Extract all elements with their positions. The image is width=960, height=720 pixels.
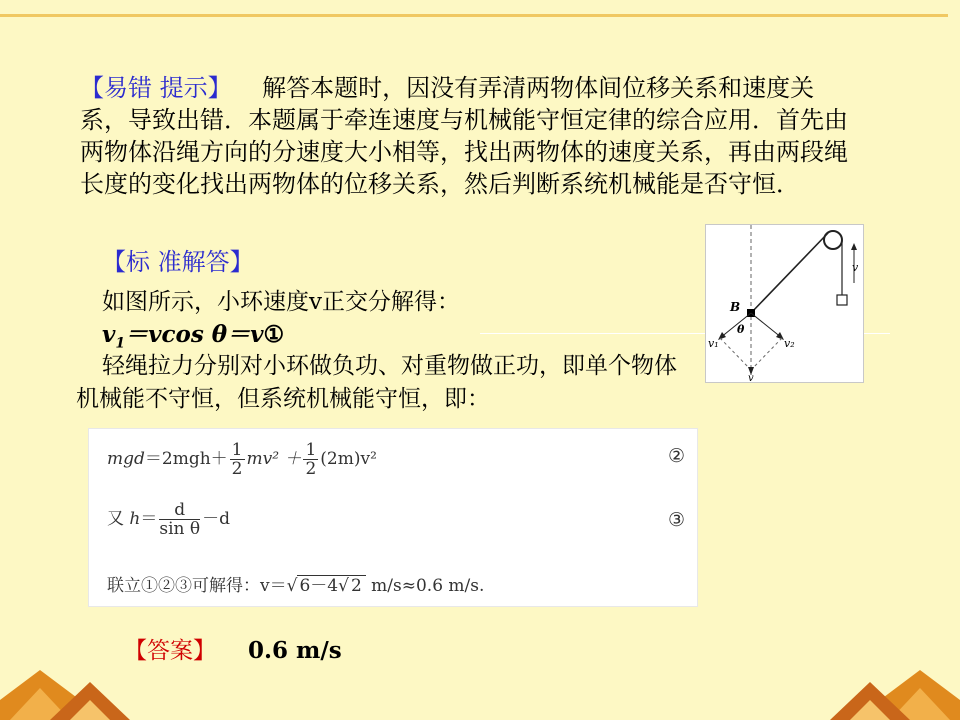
equation-3-number: ③ xyxy=(667,509,685,531)
dashed-side-2 xyxy=(751,338,782,370)
decor-right xyxy=(810,660,960,720)
tip-body: 解答本题时，因没有弄清两物体间位移关系和速度关系，导致出错．本题属于牵连速度与机械能守恒定律的综合应用．首先由两物体沿绳方向的分速度大小相等，找出两物体的速度关系，再由两段绳长度的变化找出两物体的位移关系，然后判断系统机械能是否守恒． xyxy=(80,74,848,198)
decor-left xyxy=(0,660,150,720)
equation-4: 联立①②③可解得：v＝√ 6－4√ 2 m/s≈0.6 m/s. xyxy=(107,576,485,596)
answer-line xyxy=(124,632,342,665)
pulley-diagram xyxy=(705,224,864,383)
equation-2: mgd＝2mgh＋ $\frac{1}{2}$ mv² ＋ $\frac{1}{2}$ (2m)v² xyxy=(107,440,377,479)
label-v-down: v xyxy=(748,373,754,382)
label-v1: v₁ xyxy=(708,337,719,350)
weight-block xyxy=(837,295,847,305)
arrow-head-v2-icon xyxy=(776,332,784,340)
equation-2-number: ② xyxy=(667,445,685,467)
top-divider xyxy=(0,14,948,17)
solution-line-1: 如图所示，小环速度v正交分解得： xyxy=(102,289,460,315)
answer-label: 【答案】 xyxy=(124,638,216,664)
tip-label: 【易错 提示】 xyxy=(80,74,232,102)
dashed-side-1 xyxy=(720,338,751,370)
pulley-diagram-svg xyxy=(706,225,863,382)
arrow-head-up-icon xyxy=(851,243,857,250)
standard-solution-label: 【标 准解答】 xyxy=(102,248,254,276)
label-v2: v₂ xyxy=(784,337,795,350)
equation-3: 又 h＝ $\frac{d}{\text{sin θ}}$ －d xyxy=(107,500,230,539)
tip-paragraph xyxy=(80,72,860,200)
label-theta: θ xyxy=(737,323,745,336)
label-B: B xyxy=(730,300,741,314)
v1-arrow xyxy=(720,313,751,338)
solution-line-3: 轻绳拉力分别对小环做负功、对重物做正功，即单个物体机械能不守恒，但系统机械能守恒，即： xyxy=(76,353,677,412)
equation-box xyxy=(88,428,698,607)
label-v-up: v xyxy=(852,261,859,274)
arrow-head-v1-icon xyxy=(718,332,726,340)
answer-value: 0.6 m/s xyxy=(248,637,342,664)
rope-segment xyxy=(751,233,828,313)
v2-arrow xyxy=(751,313,782,338)
solution-equation-1: $v_1=vcos$ θ＝v① xyxy=(102,321,285,352)
